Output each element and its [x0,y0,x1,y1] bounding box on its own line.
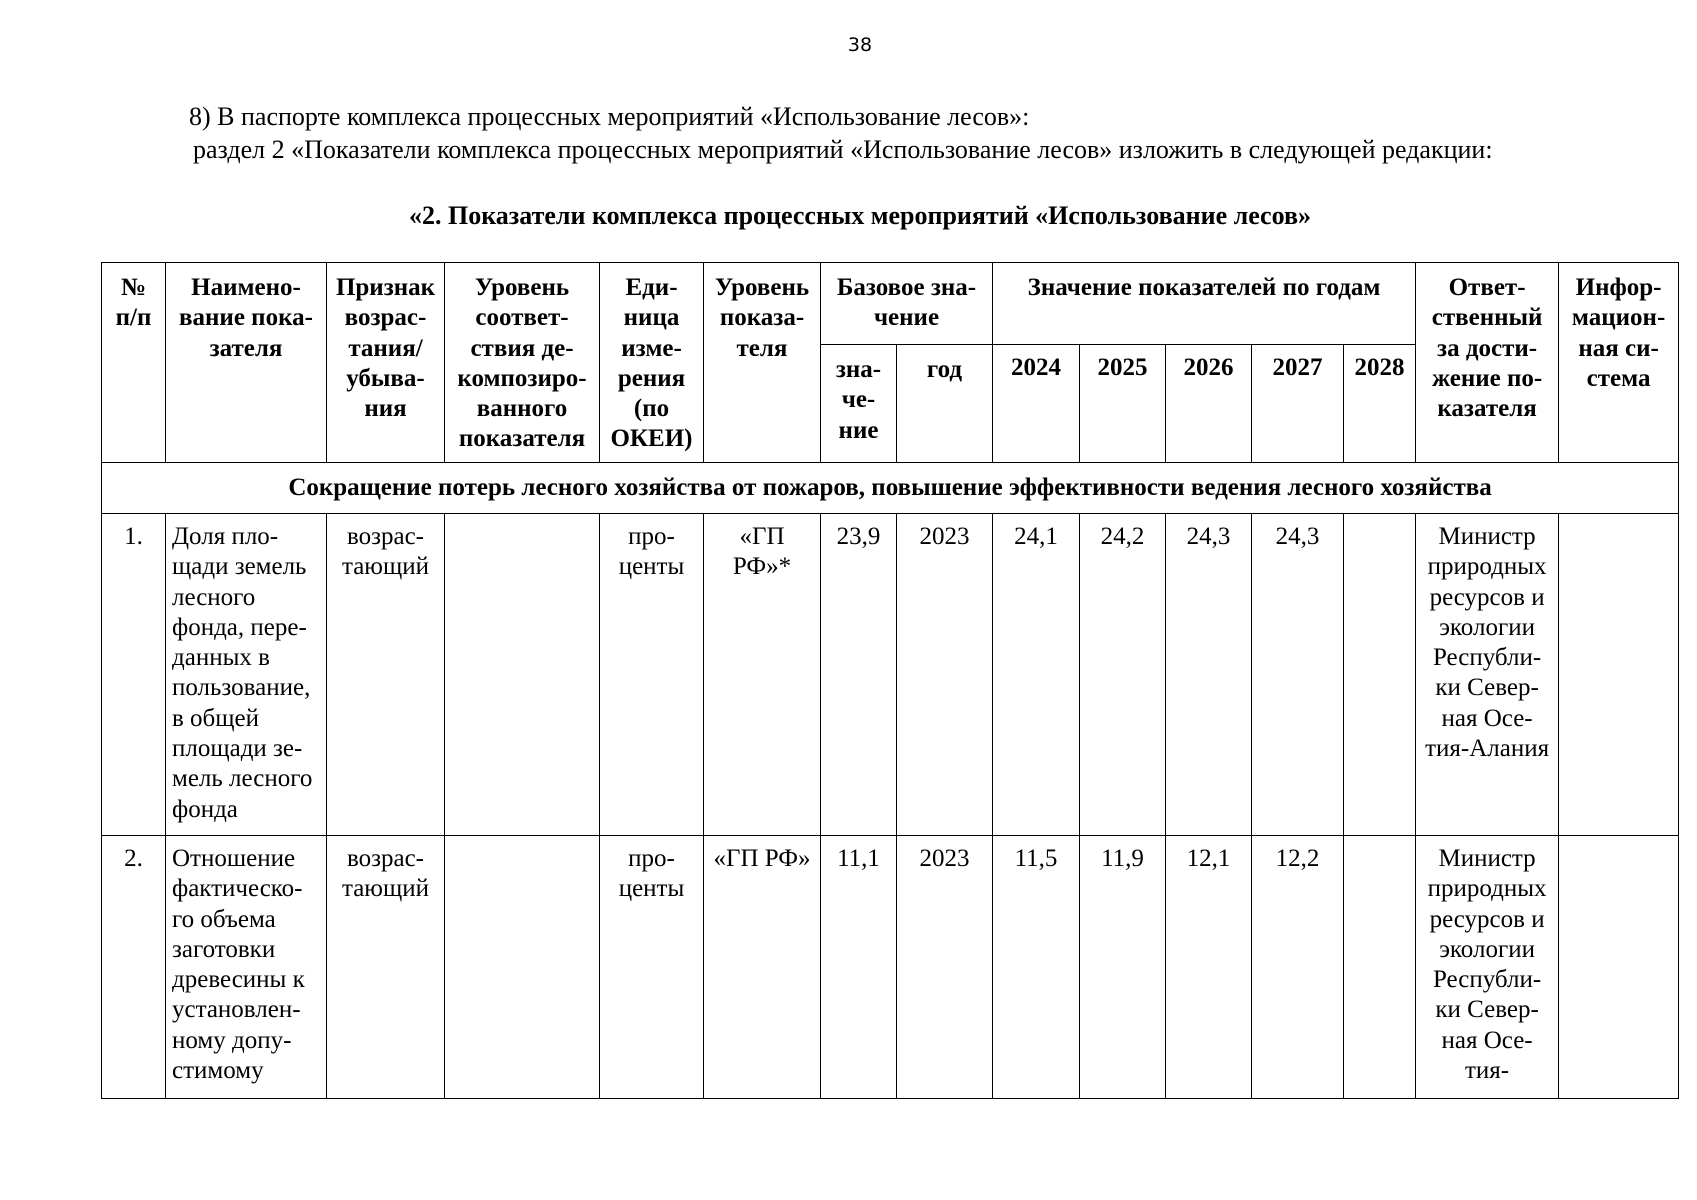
cell-2025: 11,9 [1080,836,1166,1099]
cell-name: Отношение фактическо- го объема заготовки древесины к установлен- ному допу- стимому [166,836,327,1099]
header-trend: Признак возрас- тания/ убыва- ния [327,263,445,463]
header-level-correspondence: Уровень соответ- ствия де- композиро- ванного показателя [445,263,600,463]
cell-base-value: 23,9 [821,514,897,836]
cell-2028 [1344,514,1416,836]
cell-2027: 24,3 [1252,514,1344,836]
cell-2026: 12,1 [1166,836,1252,1099]
cell-num: 1. [102,514,166,836]
cell-base-year: 2023 [897,836,993,1099]
intro-paragraph-1: 8) В паспорте комплекса процессных мероприятий «Использование лесов»: [189,102,1030,131]
header-year-2027: 2027 [1252,345,1344,463]
header-year-2025: 2025 [1080,345,1166,463]
cell-name: Доля пло- щади земель лесного фонда, пере- данных в пользование, в общей площади зе- мель лесного фонда [166,514,327,836]
cell-unit: про- центы [600,836,704,1099]
header-name: Наимено- вание пока- зателя [166,263,327,463]
cell-2028 [1344,836,1416,1099]
cell-level-correspondence [445,836,600,1099]
cell-indicator-level: «ГП РФ»* [704,514,821,836]
header-base-value-value: зна- че- ние [821,345,897,463]
header-row [102,263,1679,345]
cell-num: 2. [102,836,166,1099]
cell-trend: возрас- тающий [327,514,445,836]
page-number: 38 [847,34,873,56]
cell-base-year: 2023 [897,514,993,836]
cell-unit: про- центы [600,514,704,836]
cell-responsible: Министр природных ресурсов и экологии Республи- ки Север- ная Осе- тия-Алания [1416,514,1559,836]
header-year-2026: 2026 [1166,345,1252,463]
section-title: Сокращение потерь лесного хозяйства от пожаров, повышение эффективности ведения лесного хозяйства [102,463,1679,514]
indicators-table [101,262,1679,1099]
cell-responsible: Министр природных ресурсов и экологии Республи- ки Север- ная Осе- тия- [1416,836,1559,1099]
header-base-value: Базовое зна- чение [821,263,993,345]
table-title: «2. Показатели комплекса процессных мероприятий «Использование лесов» [409,201,1311,230]
header-unit: Еди- ница изме- рения (по ОКЕИ) [600,263,704,463]
header-year-2028: 2028 [1344,345,1416,463]
header-indicator-level: Уровень показа- теля [704,263,821,463]
cell-2026: 24,3 [1166,514,1252,836]
cell-base-value: 11,1 [821,836,897,1099]
cell-info-system [1559,514,1679,836]
header-year-2024: 2024 [993,345,1080,463]
table-row [102,836,1679,1099]
header-yearly-values: Значение показателей по годам [993,263,1416,345]
cell-2027: 12,2 [1252,836,1344,1099]
table-row [102,514,1679,836]
cell-trend: возрас- тающий [327,836,445,1099]
cell-2024: 24,1 [993,514,1080,836]
section-row [102,463,1679,514]
cell-indicator-level: «ГП РФ» [704,836,821,1099]
cell-2024: 11,5 [993,836,1080,1099]
header-responsible: Ответ- ственный за дости- жение по- казателя [1416,263,1559,463]
header-info-system: Инфор- мацион- ная си- стема [1559,263,1679,463]
cell-level-correspondence [445,514,600,836]
cell-info-system [1559,836,1679,1099]
cell-2025: 24,2 [1080,514,1166,836]
header-num: № п/п [102,263,166,463]
intro-paragraph-2: раздел 2 «Показатели комплекса процессных мероприятий «Использование лесов» изложить в следующей редакции: [193,135,1493,164]
header-base-value-year: год [897,345,993,463]
